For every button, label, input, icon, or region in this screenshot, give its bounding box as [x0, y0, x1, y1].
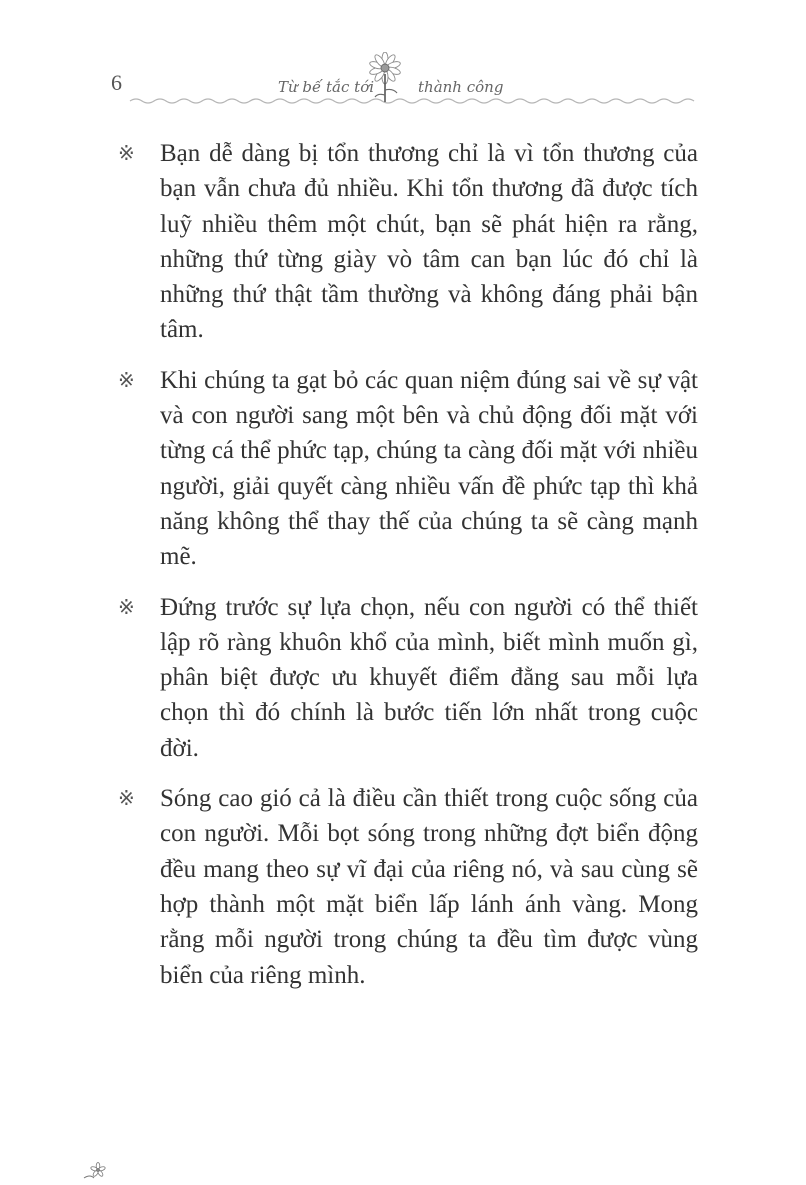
reference-mark-bullet: ※ — [118, 594, 135, 619]
running-title-left: Từ bế tắc tới — [278, 78, 375, 96]
reference-mark-bullet: ※ — [118, 367, 135, 392]
quote-entry — [118, 363, 698, 575]
quote-text: Bạn dễ dàng bị tổn thương chỉ là vì tổn thương của bạn vẫn chưa đủ nhiều. Khi tổn thương đã được tích luỹ nhiều thêm một chút, bạn sẽ phát hiện ra rằng, những thứ từng giày vò tâm can bạn lúc đó chỉ là những thứ thật tầm thường và không đáng phải bận tâm. — [160, 140, 698, 344]
running-title-right: thành công — [418, 78, 504, 96]
quote-entry — [118, 781, 698, 993]
daisy-flower-icon — [360, 52, 412, 104]
small-flower-icon — [82, 1162, 110, 1182]
quote-text: Sóng cao gió cả là điều cần thiết trong cuộc sống của con người. Mỗi bọt sóng trong những đợt biển động đều mang theo sự vĩ đại của riêng nó, và sau cùng sẽ hợp thành một mặt biển lấp lánh ánh vàng. Mong rằng mỗi người trong chúng ta đều tìm được vùng biển của riêng mình. — [160, 785, 698, 989]
page-number: 6 — [111, 70, 122, 95]
page-header — [0, 0, 806, 120]
reference-mark-bullet: ※ — [118, 786, 135, 811]
quote-list — [118, 136, 698, 1008]
quote-entry — [118, 136, 698, 348]
quote-text: Đứng trước sự lựa chọn, nếu con người có thể thiết lập rõ ràng khuôn khổ của mình, biết mình muốn gì, phân biệt được ưu khuyết điểm đằng sau mỗi lựa chọn thì đó chính là bước tiến lớn nhất trong cuộc đời. — [160, 593, 698, 762]
reference-mark-bullet: ※ — [118, 141, 135, 165]
quote-text: Khi chúng ta gạt bỏ các quan niệm đúng sai về sự vật và con người sang một bên và chủ động đối mặt với từng cá thể phức tạp, chúng ta càng đối mặt với nhiều người, giải quyết càng nhiều vấn đề phức tạp thì khả năng không thể thay thế của chúng ta sẽ càng mạnh mẽ. — [160, 366, 698, 571]
quote-entry — [118, 590, 698, 766]
